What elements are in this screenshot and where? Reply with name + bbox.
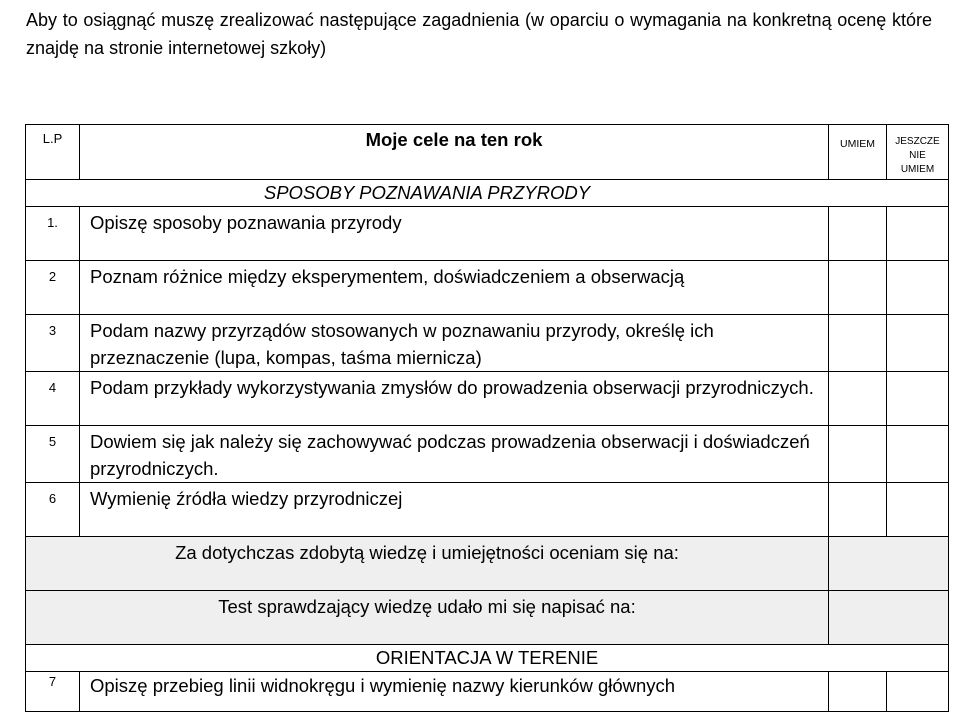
section-title: SPOSOBY POZNAWANIA PRZYRODY — [26, 180, 949, 207]
umiem-checkbox-cell[interactable] — [829, 672, 887, 712]
nie-umiem-checkbox-cell[interactable] — [887, 207, 949, 261]
umiem-checkbox-cell[interactable] — [829, 207, 887, 261]
summary-test-grade-label: Test sprawdzający wiedzę udało mi się napisać na: — [26, 591, 829, 645]
nie-umiem-checkbox-cell[interactable] — [887, 261, 949, 315]
summary-test-grade-cell[interactable] — [829, 591, 949, 645]
umiem-checkbox-cell[interactable] — [829, 426, 887, 483]
summary-row — [26, 591, 949, 645]
row-goal-text: Podam nazwy przyrządów stosowanych w poznawaniu przyrody, określę ich przeznaczenie (lupa, kompas, taśma miernicza) — [80, 315, 829, 372]
header-umiem2: UMIEM — [900, 164, 935, 175]
nie-umiem-checkbox-cell[interactable] — [887, 372, 949, 426]
row-number: 7 — [26, 672, 80, 712]
header-jeszcze: JESZCZE — [895, 136, 940, 147]
nie-umiem-checkbox-cell[interactable] — [887, 483, 949, 537]
goals-table — [25, 124, 949, 712]
row-number: 6 — [26, 483, 80, 537]
umiem-checkbox-cell[interactable] — [829, 261, 887, 315]
row-number: 3 — [26, 315, 80, 372]
row-number: 5 — [26, 426, 80, 483]
umiem-checkbox-cell[interactable] — [829, 372, 887, 426]
nie-umiem-checkbox-cell[interactable] — [887, 426, 949, 483]
row-goal-text: Opiszę przebieg linii widnokręgu i wymienię nazwy kierunków głównych — [80, 672, 829, 712]
section-title: ORIENTACJA W TERENIE — [26, 645, 949, 672]
header-nie: NIE — [909, 150, 926, 161]
table-header-row — [26, 125, 949, 180]
row-goal-text: Poznam różnice między eksperymentem, doświadczeniem a obserwacją — [80, 261, 829, 315]
row-number: 4 — [26, 372, 80, 426]
row-goal-text: Podam przykłady wykorzystywania zmysłów do prowadzenia obserwacji przyrodniczych. — [80, 372, 829, 426]
row-goal-text: Opiszę sposoby poznawania przyrody — [80, 207, 829, 261]
header-lp: L.P — [26, 125, 80, 180]
header-umiem: UMIEM — [829, 125, 887, 180]
table-row — [26, 372, 949, 426]
row-number: 2 — [26, 261, 80, 315]
row-number: 1. — [26, 207, 80, 261]
table-row — [26, 261, 949, 315]
nie-umiem-checkbox-cell[interactable] — [887, 315, 949, 372]
table-row — [26, 315, 949, 372]
table-row — [26, 672, 949, 712]
header-goals: Moje cele na ten rok — [80, 125, 829, 180]
section-row — [26, 645, 949, 672]
row-goal-text: Wymienię źródła wiedzy przyrodniczej — [80, 483, 829, 537]
header-jeszcze-nie-umiem — [887, 125, 949, 180]
summary-row — [26, 537, 949, 591]
intro-paragraph: Aby to osiągnąć muszę zrealizować następujące zagadnienia (w oparciu o wymagania na konkretną ocenę które znajdę na stronie internetowej szkoły) — [26, 10, 932, 58]
umiem-checkbox-cell[interactable] — [829, 315, 887, 372]
row-goal-text: Dowiem się jak należy się zachowywać podczas prowadzenia obserwacji i doświadczeń przyrodniczych. — [80, 426, 829, 483]
section-row — [26, 180, 949, 207]
table-row — [26, 207, 949, 261]
table-row — [26, 483, 949, 537]
summary-self-grade-label: Za dotychczas zdobytą wiedzę i umiejętności oceniam się na: — [26, 537, 829, 591]
nie-umiem-checkbox-cell[interactable] — [887, 672, 949, 712]
umiem-checkbox-cell[interactable] — [829, 483, 887, 537]
summary-self-grade-cell[interactable] — [829, 537, 949, 591]
table-row — [26, 426, 949, 483]
